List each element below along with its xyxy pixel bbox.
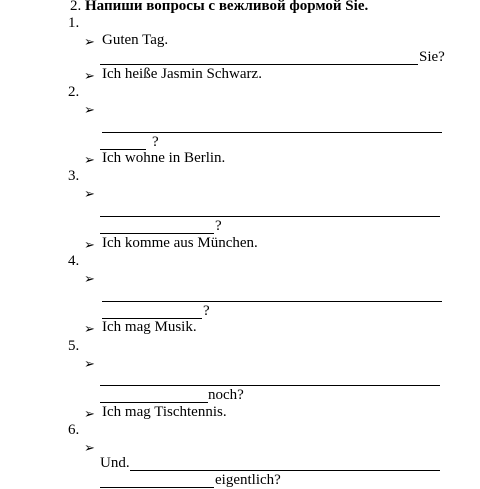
bullet-icon: ➢ bbox=[84, 68, 95, 83]
exercise-number: 2. bbox=[70, 0, 82, 14]
line-suffix: eigentlich? bbox=[215, 472, 281, 488]
bullet-icon: ➢ bbox=[84, 237, 95, 252]
answer-line[interactable] bbox=[130, 470, 440, 471]
answer-line[interactable] bbox=[100, 487, 214, 488]
line-prefix: Und. bbox=[100, 455, 130, 471]
item-number: 1. bbox=[68, 15, 80, 31]
answer-text: Ich mag Musik. bbox=[102, 319, 197, 335]
answer-text: Ich komme aus München. bbox=[102, 235, 258, 251]
exercise-heading bbox=[70, 0, 368, 15]
answer-line[interactable] bbox=[100, 402, 208, 403]
bullet-icon: ➢ bbox=[84, 102, 95, 117]
bullet-icon: ➢ bbox=[84, 186, 95, 201]
line-suffix: ? bbox=[215, 218, 222, 234]
bullet-icon: ➢ bbox=[84, 406, 95, 421]
answer-line[interactable] bbox=[102, 132, 442, 133]
answer-line[interactable] bbox=[102, 301, 442, 302]
line-suffix: ? bbox=[203, 303, 210, 319]
answer-line[interactable] bbox=[100, 216, 440, 217]
bullet-icon: ➢ bbox=[84, 356, 95, 371]
item-number: 5. bbox=[68, 338, 80, 354]
item-number: 6. bbox=[68, 422, 80, 438]
answer-line[interactable] bbox=[100, 385, 440, 386]
bullet-icon: ➢ bbox=[84, 152, 95, 167]
bullet-icon: ➢ bbox=[84, 34, 95, 49]
answer-text: Ich heiße Jasmin Schwarz. bbox=[102, 66, 262, 82]
answer-text: Ich mag Tischtennis. bbox=[102, 404, 227, 420]
answer-line[interactable] bbox=[100, 233, 214, 234]
exercise-instruction: Напиши вопросы с вежливой формой Sie. bbox=[85, 0, 369, 14]
bullet-icon: ➢ bbox=[84, 271, 95, 286]
line-suffix: noch? bbox=[208, 387, 244, 403]
answer-line[interactable] bbox=[100, 64, 418, 65]
answer-text: Ich wohne in Berlin. bbox=[102, 150, 226, 166]
bullet-icon: ➢ bbox=[84, 321, 95, 336]
bullet-icon: ➢ bbox=[84, 440, 95, 455]
greeting-prompt: Guten Tag. bbox=[102, 32, 169, 48]
line-suffix: Sie? bbox=[419, 49, 445, 65]
item-number: 4. bbox=[68, 253, 80, 269]
item-number: 2. bbox=[68, 84, 80, 100]
line-suffix: ? bbox=[152, 134, 159, 150]
item-number: 3. bbox=[68, 168, 80, 184]
